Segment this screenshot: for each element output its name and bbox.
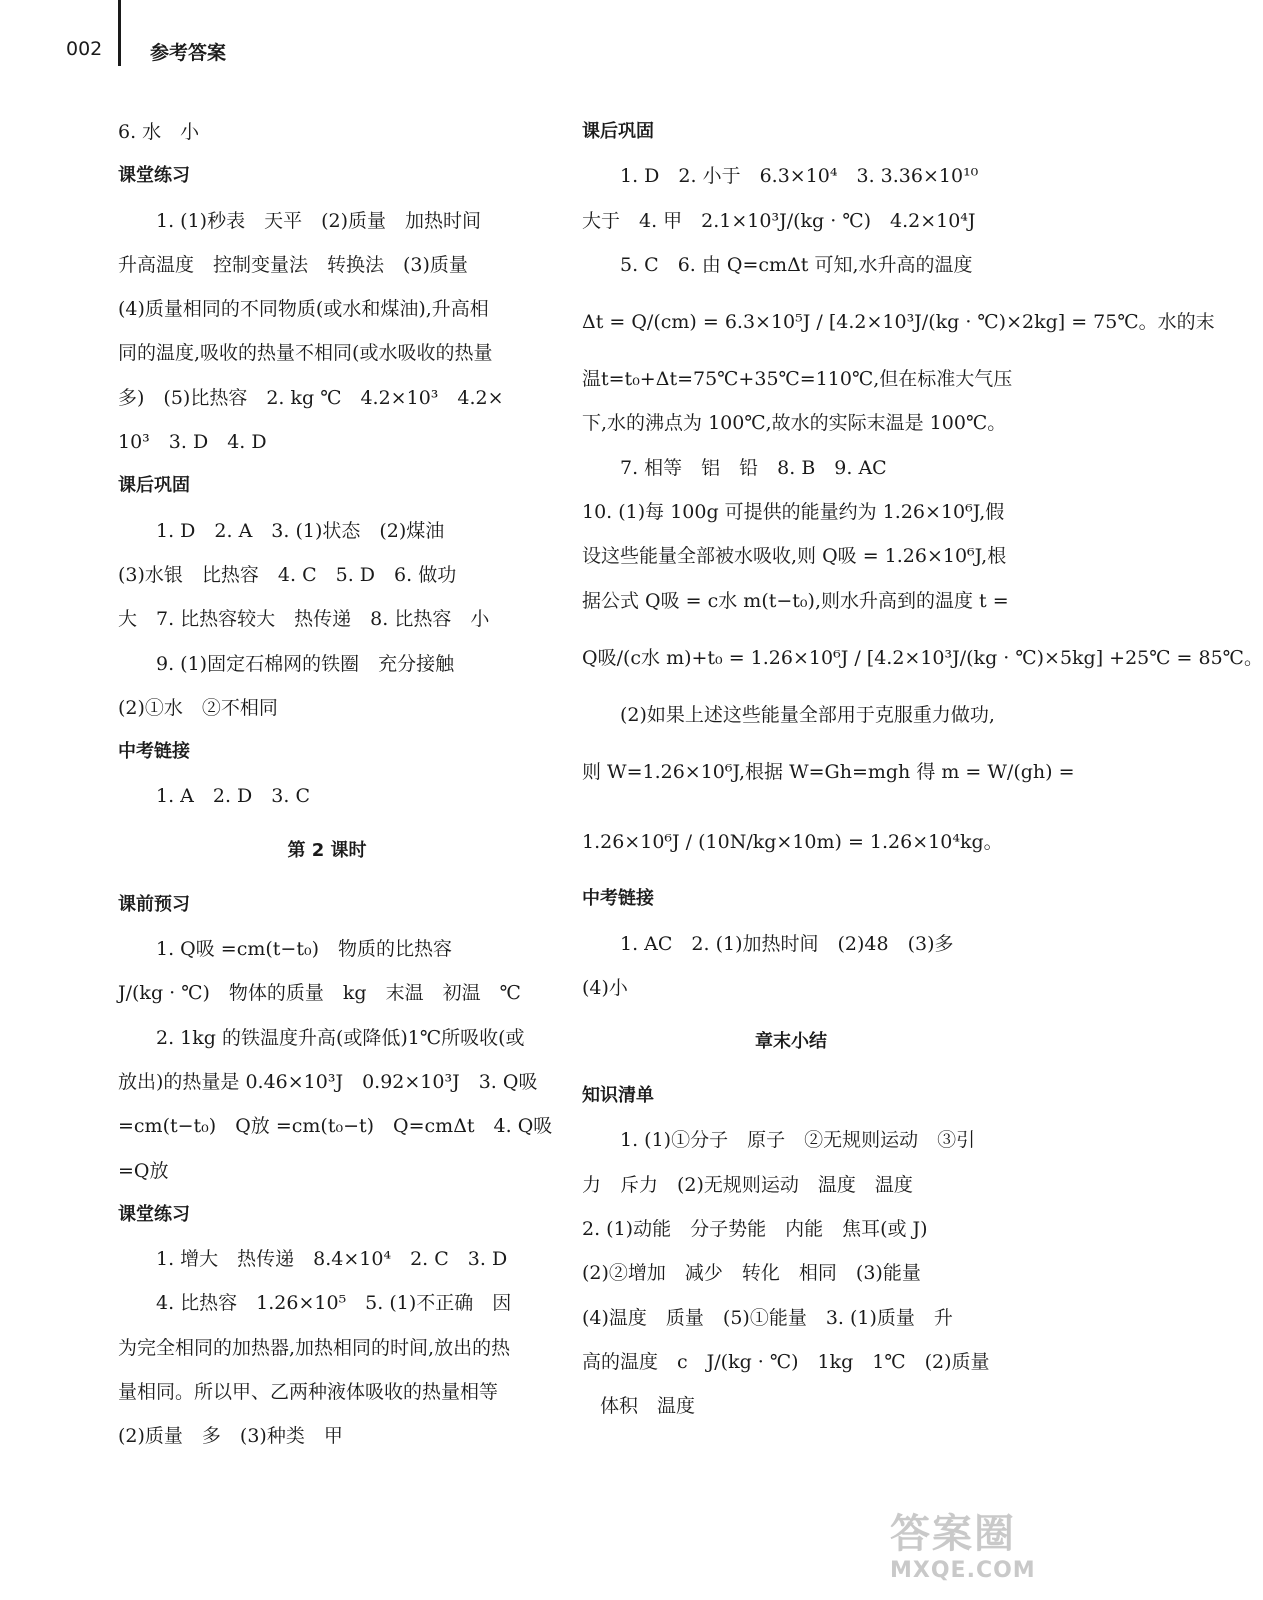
- section-heading: 课后巩固: [118, 475, 190, 497]
- section-heading: 课前预习: [118, 893, 190, 915]
- section-heading: 中考链接: [582, 888, 654, 910]
- page-title: 参考答案: [150, 42, 227, 64]
- answer-line: 1. AC 2. (1)加热时间 (2)48 (3)多: [620, 932, 954, 955]
- page-header: [0, 0, 1088, 90]
- answer-line: (2)②增加 减少 转化 相同 (3)能量: [582, 1262, 921, 1285]
- answer-line: 1. (1)①分子 原子 ②无规则运动 ③引: [620, 1129, 976, 1152]
- answer-line: 1. (1)秒表 天平 (2)质量 加热时间: [156, 209, 481, 232]
- section-heading: 课堂练习: [118, 165, 190, 187]
- answer-line: (4)小: [582, 976, 628, 999]
- answer-line: 高的温度 c J/(kg · ℃) 1kg 1℃ (2)质量: [582, 1350, 990, 1373]
- answer-line: 量相同。所以甲、乙两种液体吸收的热量相等: [118, 1381, 499, 1404]
- left-column: [118, 110, 553, 1459]
- answer-line: 据公式 Q吸 = c水 m(t−t₀),则水升高到的温度 t =: [582, 589, 1009, 612]
- answer-line: 1. D 2. A 3. (1)状态 (2)煤油: [156, 519, 445, 542]
- answer-line: Δt = Q/(cm) = 6.3×10⁵J / [4.2×10³J/(kg · ℃)×2kg] = 75℃。水的末: [582, 311, 1215, 334]
- answer-line: 6. 水 小: [118, 121, 200, 143]
- answer-line: 10. (1)每 100g 可提供的能量约为 1.26×10⁶J,假: [582, 501, 1005, 524]
- watermark-site: MXQE.COM: [890, 1558, 1036, 1583]
- answer-line: 2. 1kg 的铁温度升高(或降低)1℃所吸收(或: [156, 1026, 525, 1049]
- answer-line: 7. 相等 铝 铅 8. B 9. AC: [620, 456, 887, 479]
- answer-line: 10³ 3. D 4. D: [118, 431, 267, 454]
- answer-line: 则 W=1.26×10⁶J,根据 W=Gh=mgh 得 m = W/(gh) =: [582, 761, 1075, 784]
- answer-line: 为完全相同的加热器,加热相同的时间,放出的热: [118, 1336, 511, 1359]
- answer-line: (2)质量 多 (3)种类 甲: [118, 1425, 343, 1448]
- answer-line: =Q放: [118, 1159, 169, 1182]
- answer-line: 大于 4. 甲 2.1×10³J/(kg · ℃) 4.2×10⁴J: [582, 209, 976, 232]
- answer-line: 4. 比热容 1.26×10⁵ 5. (1)不正确 因: [156, 1292, 512, 1315]
- section-heading: 课后巩固: [582, 121, 654, 142]
- answer-line: 1. A 2. D 3. C: [156, 785, 310, 808]
- section-heading: 章末小结: [755, 1031, 827, 1053]
- answer-line: 1. 增大 热传递 8.4×10⁴ 2. C 3. D: [156, 1248, 508, 1271]
- answer-line: 升高温度 控制变量法 转换法 (3)质量: [118, 253, 468, 276]
- answer-line: 温t=t₀+Δt=75℃+35℃=110℃,但在标准大气压: [582, 368, 1013, 391]
- answer-line: 同的温度,吸收的热量不相同(或水吸收的热量: [118, 342, 493, 365]
- answer-line: Q吸/(c水 m)+t₀ = 1.26×10⁶J / [4.2×10³J/(kg · ℃)×5kg] +25℃ = 85℃。: [582, 646, 1263, 669]
- answer-line: J/(kg · ℃) 物体的质量 kg 末温 初温 ℃: [118, 982, 521, 1005]
- answer-line: (2)如果上述这些能量全部用于克服重力做功,: [620, 703, 995, 726]
- answer-line: =cm(t−t₀) Q放 =cm(t₀−t) Q=cmΔt 4. Q吸: [118, 1115, 553, 1138]
- section-heading: 中考链接: [118, 741, 190, 763]
- answer-line: (3)水银 比热容 4. C 5. D 6. 做功: [118, 563, 457, 586]
- watermark-logo: 答案圈: [890, 1511, 1016, 1557]
- answer-line: 设这些能量全部被水吸收,则 Q吸 = 1.26×10⁶J,根: [582, 545, 1007, 568]
- answer-line: 2. (1)动能 分子势能 内能 焦耳(或 J): [582, 1218, 928, 1241]
- answer-line: 5. C 6. 由 Q=cmΔt 可知,水升高的温度: [620, 253, 973, 276]
- answer-line: 放出)的热量是 0.46×10³J 0.92×10³J 3. Q吸: [118, 1070, 538, 1093]
- answer-line: 力 斥力 (2)无规则运动 温度 温度: [582, 1173, 913, 1196]
- page-number: 002: [66, 38, 103, 60]
- answer-line: 大 7. 比热容较大 热传递 8. 比热容 小: [118, 608, 490, 631]
- right-column: [582, 110, 1263, 1429]
- answer-line: 体积 温度: [600, 1395, 696, 1418]
- answer-line: (4)质量相同的不同物质(或水和煤油),升高相: [118, 298, 489, 321]
- section-heading: 知识清单: [582, 1085, 654, 1107]
- section-heading: 课堂练习: [118, 1203, 190, 1225]
- answer-line: 1.26×10⁶J / (10N/kg×10m) = 1.26×10⁴kg。: [582, 831, 1003, 854]
- answer-line: 1. Q吸 =cm(t−t₀) 物质的比热容: [156, 938, 452, 961]
- section-heading: 第 2 课时: [287, 839, 367, 861]
- answer-line: (2)①水 ②不相同: [118, 696, 278, 719]
- answer-line: 多) (5)比热容 2. kg ℃ 4.2×10³ 4.2×: [118, 386, 504, 409]
- answer-line: (4)温度 质量 (5)①能量 3. (1)质量 升: [582, 1306, 953, 1329]
- answer-line: 下,水的沸点为 100℃,故水的实际末温是 100℃。: [582, 412, 1007, 435]
- watermark: [890, 1510, 1080, 1590]
- header-divider: [118, 0, 121, 66]
- answer-line: 9. (1)固定石棉网的铁圈 充分接触: [156, 652, 455, 675]
- answer-line: 1. D 2. 小于 6.3×10⁴ 3. 3.36×10¹⁰: [620, 165, 979, 188]
